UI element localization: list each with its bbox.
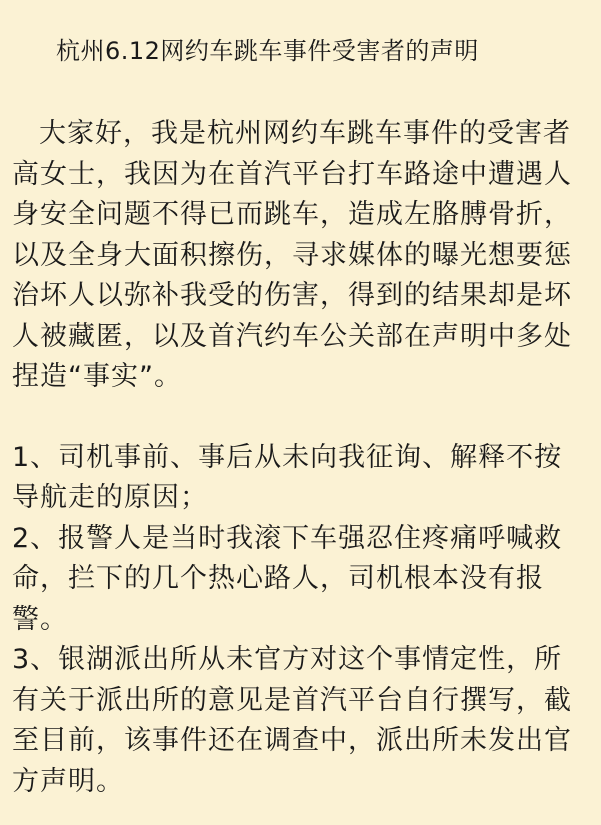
statement-point-2: 2、报警人是当时我滚下车强忍住疼痛呼喊救命，拦下的几个热心路人，司机根本没有报警。 xyxy=(12,522,563,635)
statement-title: 杭州6.12网约车跳车事件受害者的声明 xyxy=(56,37,479,65)
statement-points xyxy=(12,438,589,803)
intro-paragraph: 大家好，我是杭州网约车跳车事件的受害者高女士，我因为在首汽平台打车路途中遭遇人身安全问题不得已而跳车，造成左胳膊骨折，以及全身大面积擦伤，寻求媒体的曝光想要惩治坏人以弥补我受的伤害，得到的结果却是坏人被藏匿，以及首汽约车公关部在声明中多处捏造“事实”。 xyxy=(12,118,572,392)
statement-point-1: 1、司机事前、事后从未向我征询、解释不按导航走的原因； xyxy=(12,441,563,513)
statement-point-3: 3、银湖派出所从未官方对这个事情定性，所有关于派出所的意见是首汽平台自行撰写，截至目前，该事件还在调查中，派出所未发出官方声明。 xyxy=(12,644,572,797)
